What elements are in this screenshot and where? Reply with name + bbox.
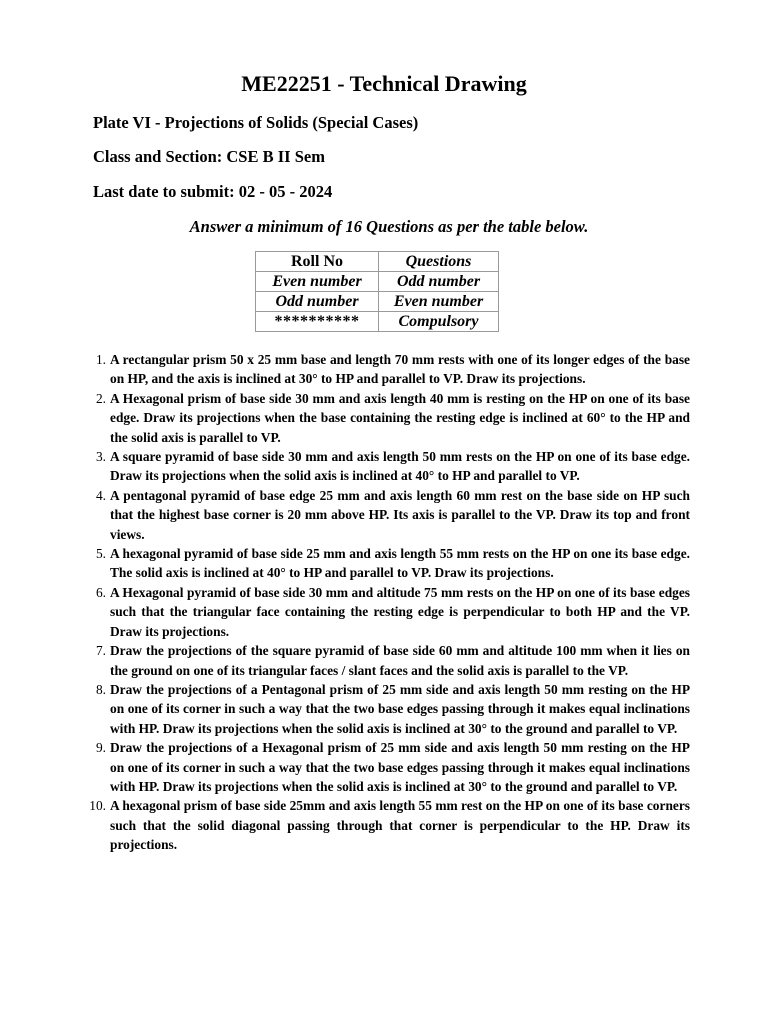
question-item	[95, 738, 690, 796]
submission-date-line: Last date to submit: 02 - 05 - 2024	[93, 182, 333, 201]
table-row	[256, 292, 499, 312]
question-text: Draw the projections of a Pentagonal prism of 25 mm side and axis length 50 mm resting on the HP on one of its corner in such a way that the two base edges passing through it makes equal inclinations with HP. Draw its projections when the solid axis is inclined at 30° to the ground and parallel to VP.	[110, 681, 690, 736]
question-item	[95, 486, 690, 544]
question-number: 2.	[95, 390, 106, 406]
question-item	[95, 680, 690, 738]
table-header-row	[256, 252, 499, 272]
question-text: A hexagonal pyramid of base side 25 mm and axis length 55 mm rests on the HP on one its base edge. The solid axis is inclined at 40° to HP and parallel to VP. Draw its projections.	[110, 546, 690, 581]
table-cell: Even number	[256, 272, 379, 292]
question-text: A rectangular prism 50 x 25 mm base and length 70 mm rests with one of its longer edges of the base on HP, and the axis is inclined at 30° to HP and parallel to VP. Draw its projections.	[110, 352, 690, 387]
table-row	[256, 272, 499, 292]
table-cell: Odd number	[379, 272, 499, 292]
question-item	[95, 389, 690, 447]
question-text: A hexagonal prism of base side 25mm and axis length 55 mm rest on the HP on one of its base corners such that the solid diagonal passing through that corner is perpendicular to the HP. Draw its projections.	[110, 798, 690, 853]
question-text: Draw the projections of a Hexagonal prism of 25 mm side and axis length 50 mm resting on the HP on one of its corner in such a way that the two base edges passing through it makes equal inclinations with HP. Draw its projections when the solid axis is inclined at 30° to the ground and parallel to VP.	[110, 740, 690, 794]
instruction-text: Answer a minimum of 16 Questions as per the table below.	[189, 217, 589, 236]
table-row	[256, 312, 499, 332]
table-cell: Odd number	[256, 292, 379, 312]
question-text: Draw the projections of the square pyramid of base side 60 mm and altitude 100 mm when it lies on the ground on one of its triangular faces / slant faces and the solid axis is parallel to the VP.	[110, 643, 690, 678]
question-text: A pentagonal pyramid of base edge 25 mm and axis length 60 mm rest on the base side on HP such that the highest base corner is 20 mm above HP. Its axis is parallel to the VP. Draw its top and front views.	[110, 487, 690, 542]
question-number: 6.	[95, 584, 106, 600]
question-number: 5.	[95, 546, 106, 562]
document-title: ME22251 - Technical Drawing	[241, 71, 527, 96]
question-list	[89, 350, 690, 855]
table-header-roll: Roll No	[256, 252, 379, 272]
question-number: 9.	[95, 740, 106, 756]
plate-heading: Plate VI - Projections of Solids (Special Cases)	[93, 113, 419, 132]
question-number: 10.	[89, 798, 106, 814]
question-item	[95, 350, 690, 389]
table-cell: Even number	[379, 292, 499, 312]
question-text: A Hexagonal pyramid of base side 30 mm and altitude 75 mm rests on the HP on one of its base edges such that the triangular face containing the resting edge is perpendicular to both HP and the VP. Draw its projections.	[110, 584, 690, 639]
question-item	[95, 641, 690, 680]
question-item	[95, 544, 690, 583]
question-number: 3.	[95, 449, 106, 465]
roll-question-table	[255, 251, 499, 332]
table-cell: **********	[256, 312, 379, 332]
question-number: 1.	[95, 352, 106, 367]
question-number: 7.	[95, 643, 106, 659]
table-header-questions: Questions	[379, 252, 499, 272]
question-item	[95, 583, 690, 641]
question-text: A Hexagonal prism of base side 30 mm and axis length 40 mm is resting on the HP on one of its base edge. Draw its projections when the base containing the resting edge is inclined at 60° to the HP and the solid axis is parallel to VP.	[110, 390, 690, 445]
class-section-line: Class and Section: CSE B II Sem	[93, 147, 325, 166]
question-number: 8.	[95, 681, 106, 697]
question-item	[89, 796, 690, 854]
table-cell: Compulsory	[379, 312, 499, 332]
question-number: 4.	[95, 487, 106, 503]
question-item	[95, 447, 690, 486]
question-text: A square pyramid of base side 30 mm and axis length 50 mm rests on the HP on one of its base edge. Draw its projections when the solid axis is inclined at 40° to HP and parallel to VP.	[110, 449, 690, 484]
